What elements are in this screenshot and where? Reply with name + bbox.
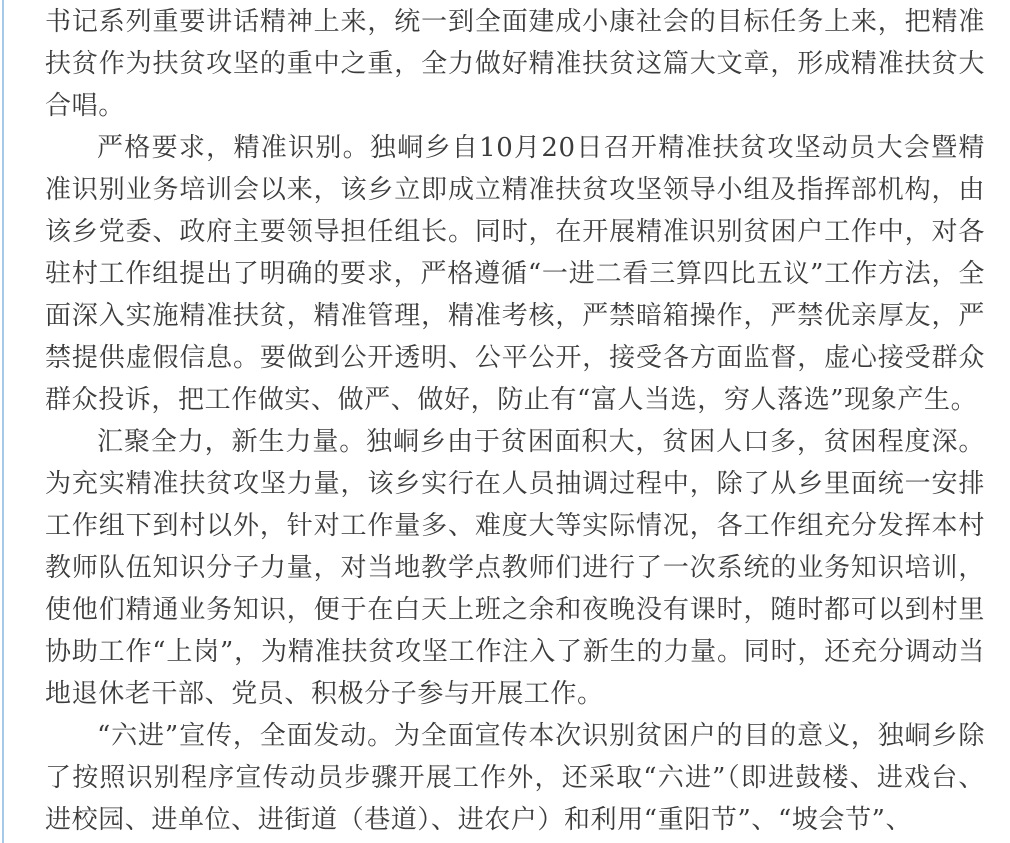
paragraph: 书记系列重要讲话精神上来，统一到全面建成小康社会的目标任务上来，把精准扶贫作为扶贫攻坚的重中之重，全力做好精准扶贫这篇大文章，形成精准扶贫大合唱。 — [45, 7, 985, 121]
left-border-rule — [2, 0, 4, 843]
paragraph: “六进”宣传，全面发动。为全面宣传本次识别贫困户的目的意义，独峒乡除了按照识别程序宣传动员步骤开展工作外，还采取“六进”（即进鼓楼、进戏台、进校园、进单位、进街道（巷道）、进农户）和利用“重阳节”、“坡会节”、 — [45, 721, 985, 835]
paragraph: 汇聚全力，新生力量。独峒乡由于贫困面积大，贫困人口多，贫困程度深。为充实精准扶贫攻坚力量，该乡实行在人员抽调过程中，除了从乡里面统一安排工作组下到村以外，针对工作量多、难度大等实际情况，各工作组充分发挥本村教师队伍知识分子力量，对当地教学点教师们进行了一次系统的业务知识培训，使他们精通业务知识，便于在白天上班之余和夜晚没有课时，随时都可以到村里协助工作“上岗”，为精准扶贫攻坚工作注入了新生的力量。同时，还充分调动当地退休老干部、党员、积极分子参与开展工作。 — [45, 427, 985, 709]
paragraph: 严格要求，精准识别。独峒乡自10月20日召开精准扶贫攻坚动员大会暨精准识别业务培训会以来，该乡立即成立精准扶贫攻坚领导小组及指挥部机构，由该乡党委、政府主要领导担任组长。同时，在开展精准识别贫困户工作中，对各驻村工作组提出了明确的要求，严格遵循“一进二看三算四比五议”工作方法，全面深入实施精准扶贫，精准管理，精准考核，严禁暗箱操作，严禁优亲厚友，严禁提供虚假信息。要做到公开透明、公平公开，接受各方面监督，虚心接受群众群众投诉，把工作做实、做严、做好，防止有“富人当选，穷人落选”现象产生。 — [45, 133, 985, 415]
article-body — [45, 1, 985, 841]
